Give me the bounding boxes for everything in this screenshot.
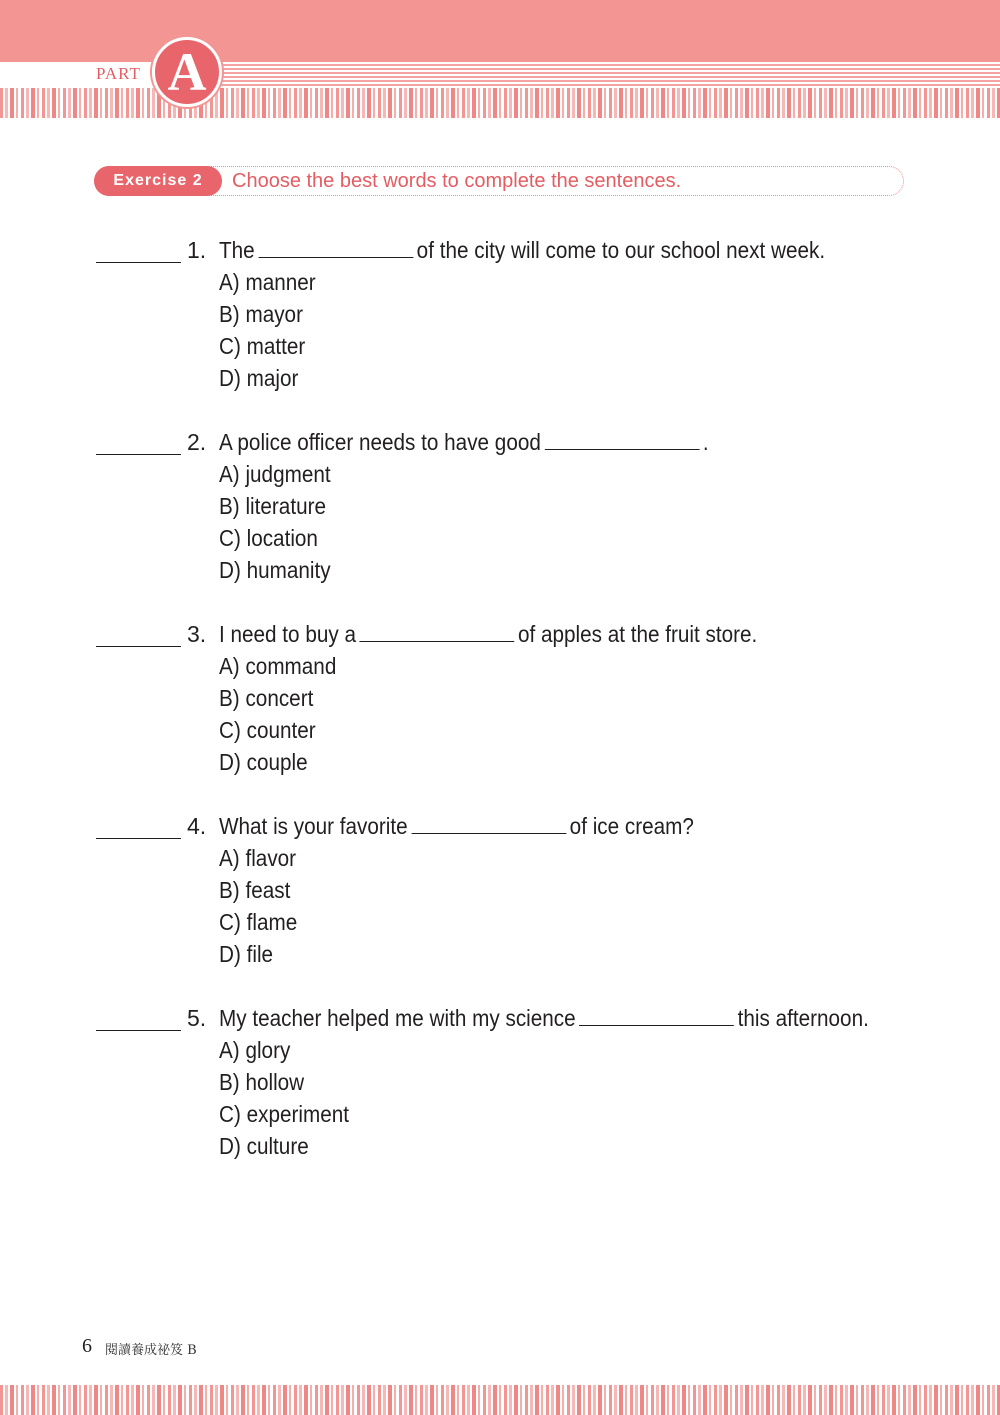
fill-in-blank[interactable] <box>544 429 699 450</box>
stem-after: of ice cream? <box>569 813 694 839</box>
stem-after: of apples at the fruit store. <box>517 621 758 647</box>
option-c: C) flame <box>219 909 298 935</box>
book-title: 閱讀養成祕笈 B <box>105 1343 197 1358</box>
question-stem <box>219 1002 869 1034</box>
part-badge <box>152 37 222 107</box>
exercise-label: Exercise 2 <box>94 166 222 196</box>
stem-before: I need to buy a <box>219 621 356 647</box>
option-d: D) culture <box>219 1133 309 1159</box>
option-b: B) feast <box>219 877 291 903</box>
question-number: 2. <box>187 429 207 455</box>
option-list <box>219 842 306 970</box>
option-b: B) concert <box>219 685 314 711</box>
question-4 <box>0 810 1000 1002</box>
stem-after: this afternoon. <box>737 1005 869 1031</box>
option-a: A) manner <box>219 269 316 295</box>
question-number: 1. <box>187 237 207 263</box>
question-2 <box>0 426 1000 618</box>
stem-after: . <box>702 429 709 455</box>
header-stripes <box>0 88 1000 118</box>
fill-in-blank[interactable] <box>360 621 515 642</box>
stem-before: My teacher helped me with my science <box>219 1005 576 1031</box>
option-a: A) flavor <box>219 845 297 871</box>
option-c: C) location <box>219 525 318 551</box>
part-label: PART <box>96 64 141 83</box>
question-5 <box>0 1002 1000 1194</box>
fill-in-blank[interactable] <box>411 813 566 834</box>
exercise-instruction: Choose the best words to complete the sentences. <box>232 170 682 192</box>
question-stem <box>219 618 757 650</box>
header-fine-lines <box>210 64 1000 86</box>
option-list <box>219 266 326 394</box>
option-list <box>219 458 343 586</box>
question-number: 5. <box>187 1005 207 1031</box>
part-letter: A <box>167 42 207 102</box>
option-c: C) matter <box>219 333 306 359</box>
answer-line[interactable] <box>96 838 181 839</box>
option-c: C) counter <box>219 717 316 743</box>
exercise-banner <box>94 166 904 196</box>
option-a: A) glory <box>219 1037 291 1063</box>
option-list <box>219 1034 363 1162</box>
option-a: A) command <box>219 653 337 679</box>
question-1 <box>0 234 1000 426</box>
question-stem <box>219 426 709 458</box>
page-number: 6 <box>82 1335 92 1357</box>
option-d: D) major <box>219 365 299 391</box>
option-list <box>219 650 349 778</box>
stem-before: What is your favorite <box>219 813 408 839</box>
answer-line[interactable] <box>96 262 181 263</box>
answer-line[interactable] <box>96 646 181 647</box>
option-c: C) experiment <box>219 1101 349 1127</box>
option-d: D) couple <box>219 749 308 775</box>
fill-in-blank[interactable] <box>579 1005 734 1026</box>
answer-line[interactable] <box>96 454 181 455</box>
option-b: B) literature <box>219 493 326 519</box>
option-a: A) judgment <box>219 461 331 487</box>
header-mask <box>0 62 170 88</box>
question-stem <box>219 810 694 842</box>
option-b: B) hollow <box>219 1069 305 1095</box>
stem-before: A police officer needs to have good <box>219 429 541 455</box>
option-d: D) humanity <box>219 557 331 583</box>
question-list <box>0 234 1000 1194</box>
question-stem <box>219 234 825 266</box>
stem-after: of the city will come to our school next week. <box>416 237 826 263</box>
fill-in-blank[interactable] <box>258 237 413 258</box>
header-rule <box>0 52 170 58</box>
option-b: B) mayor <box>219 301 303 327</box>
option-d: D) file <box>219 941 274 967</box>
question-3 <box>0 618 1000 810</box>
answer-line[interactable] <box>96 1030 181 1031</box>
stem-before: The <box>219 237 255 263</box>
footer-stripes <box>0 1385 1000 1415</box>
question-number: 4. <box>187 813 207 839</box>
question-number: 3. <box>187 621 207 647</box>
